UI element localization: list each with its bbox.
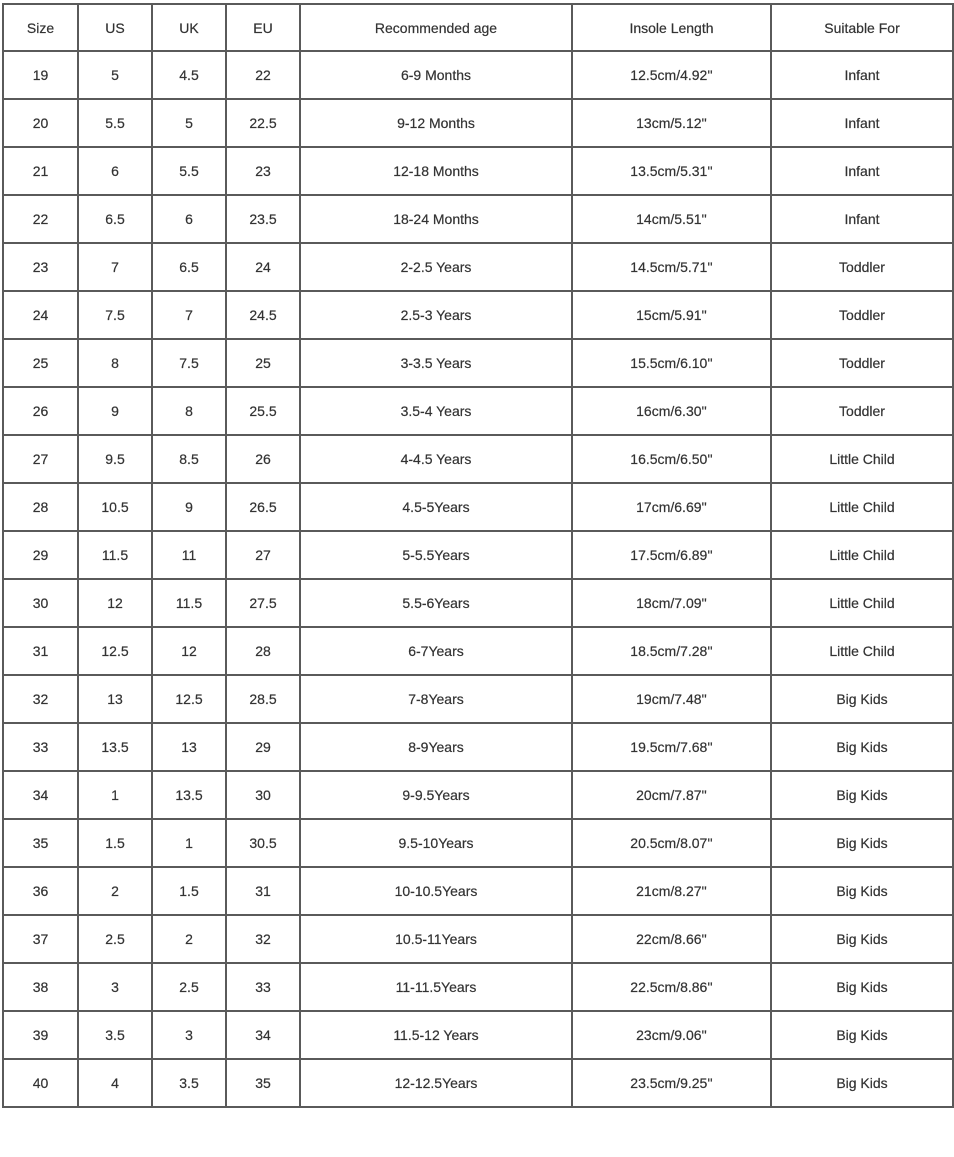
cell-insole-length: 19.5cm/7.68'' [572,723,771,771]
cell-size: 26 [3,387,78,435]
header-insole-length: Insole Length [572,4,771,51]
cell-eu: 23 [226,147,300,195]
table-row [3,531,953,579]
table-row [3,1059,953,1107]
cell-recommended-age: 4.5-5Years [300,483,572,531]
cell-uk: 9 [152,483,226,531]
table-row [3,147,953,195]
cell-recommended-age: 5-5.5Years [300,531,572,579]
cell-size: 35 [3,819,78,867]
cell-recommended-age: 11.5-12 Years [300,1011,572,1059]
cell-suitable-for: Infant [771,99,953,147]
cell-us: 4 [78,1059,152,1107]
cell-eu: 25.5 [226,387,300,435]
cell-eu: 27.5 [226,579,300,627]
table-row [3,819,953,867]
cell-eu: 33 [226,963,300,1011]
table-row [3,867,953,915]
table-row [3,627,953,675]
cell-recommended-age: 12-18 Months [300,147,572,195]
cell-eu: 28 [226,627,300,675]
cell-size: 40 [3,1059,78,1107]
header-us: US [78,4,152,51]
table-row [3,771,953,819]
cell-eu: 30.5 [226,819,300,867]
cell-eu: 35 [226,1059,300,1107]
cell-suitable-for: Big Kids [771,819,953,867]
cell-size: 36 [3,867,78,915]
size-chart-table [2,3,954,1108]
cell-suitable-for: Little Child [771,579,953,627]
cell-uk: 3 [152,1011,226,1059]
cell-suitable-for: Little Child [771,483,953,531]
cell-suitable-for: Little Child [771,435,953,483]
cell-size: 34 [3,771,78,819]
cell-suitable-for: Big Kids [771,723,953,771]
cell-size: 30 [3,579,78,627]
cell-suitable-for: Toddler [771,243,953,291]
cell-suitable-for: Little Child [771,531,953,579]
cell-us: 9.5 [78,435,152,483]
header-size: Size [3,4,78,51]
cell-recommended-age: 4-4.5 Years [300,435,572,483]
table-row [3,435,953,483]
cell-suitable-for: Toddler [771,387,953,435]
cell-eu: 25 [226,339,300,387]
cell-eu: 27 [226,531,300,579]
cell-insole-length: 14cm/5.51'' [572,195,771,243]
cell-uk: 5.5 [152,147,226,195]
cell-size: 21 [3,147,78,195]
cell-uk: 13 [152,723,226,771]
cell-suitable-for: Big Kids [771,675,953,723]
cell-recommended-age: 2.5-3 Years [300,291,572,339]
cell-insole-length: 15.5cm/6.10'' [572,339,771,387]
cell-uk: 11 [152,531,226,579]
table-row [3,99,953,147]
cell-us: 8 [78,339,152,387]
cell-suitable-for: Toddler [771,339,953,387]
table-row [3,1011,953,1059]
cell-uk: 6 [152,195,226,243]
cell-insole-length: 13.5cm/5.31'' [572,147,771,195]
cell-insole-length: 18cm/7.09'' [572,579,771,627]
cell-eu: 26 [226,435,300,483]
cell-size: 22 [3,195,78,243]
cell-us: 10.5 [78,483,152,531]
cell-us: 5 [78,51,152,99]
cell-insole-length: 20cm/7.87'' [572,771,771,819]
table-row [3,339,953,387]
header-row [3,4,953,51]
cell-insole-length: 18.5cm/7.28'' [572,627,771,675]
header-recommended-age: Recommended age [300,4,572,51]
cell-us: 1 [78,771,152,819]
cell-uk: 13.5 [152,771,226,819]
cell-us: 11.5 [78,531,152,579]
cell-uk: 8.5 [152,435,226,483]
cell-uk: 5 [152,99,226,147]
cell-uk: 12 [152,627,226,675]
cell-insole-length: 16cm/6.30'' [572,387,771,435]
cell-suitable-for: Little Child [771,627,953,675]
cell-uk: 4.5 [152,51,226,99]
cell-uk: 7.5 [152,339,226,387]
cell-suitable-for: Big Kids [771,771,953,819]
table-row [3,915,953,963]
table-row [3,387,953,435]
cell-uk: 7 [152,291,226,339]
cell-eu: 31 [226,867,300,915]
cell-us: 3.5 [78,1011,152,1059]
table-row [3,723,953,771]
cell-size: 27 [3,435,78,483]
cell-insole-length: 12.5cm/4.92'' [572,51,771,99]
cell-eu: 29 [226,723,300,771]
cell-eu: 22 [226,51,300,99]
cell-insole-length: 22cm/8.66'' [572,915,771,963]
table-row [3,51,953,99]
cell-recommended-age: 12-12.5Years [300,1059,572,1107]
table-row [3,579,953,627]
header-suitable-for: Suitable For [771,4,953,51]
cell-size: 25 [3,339,78,387]
cell-recommended-age: 10-10.5Years [300,867,572,915]
cell-insole-length: 21cm/8.27'' [572,867,771,915]
table-row [3,675,953,723]
cell-suitable-for: Big Kids [771,867,953,915]
cell-us: 2.5 [78,915,152,963]
cell-suitable-for: Big Kids [771,963,953,1011]
cell-insole-length: 17cm/6.69'' [572,483,771,531]
cell-recommended-age: 3-3.5 Years [300,339,572,387]
cell-uk: 1.5 [152,867,226,915]
cell-eu: 30 [226,771,300,819]
cell-suitable-for: Infant [771,147,953,195]
cell-us: 12.5 [78,627,152,675]
cell-eu: 24 [226,243,300,291]
cell-us: 7.5 [78,291,152,339]
cell-size: 20 [3,99,78,147]
cell-uk: 12.5 [152,675,226,723]
cell-uk: 2 [152,915,226,963]
cell-eu: 23.5 [226,195,300,243]
cell-suitable-for: Big Kids [771,1011,953,1059]
cell-insole-length: 19cm/7.48'' [572,675,771,723]
size-chart-header [3,4,953,51]
cell-recommended-age: 10.5-11Years [300,915,572,963]
cell-uk: 1 [152,819,226,867]
cell-uk: 11.5 [152,579,226,627]
table-row [3,291,953,339]
cell-size: 33 [3,723,78,771]
cell-eu: 28.5 [226,675,300,723]
cell-us: 3 [78,963,152,1011]
cell-recommended-age: 7-8Years [300,675,572,723]
cell-recommended-age: 6-7Years [300,627,572,675]
cell-us: 9 [78,387,152,435]
cell-recommended-age: 9-9.5Years [300,771,572,819]
cell-recommended-age: 3.5-4 Years [300,387,572,435]
cell-eu: 34 [226,1011,300,1059]
cell-recommended-age: 2-2.5 Years [300,243,572,291]
cell-us: 2 [78,867,152,915]
cell-recommended-age: 6-9 Months [300,51,572,99]
cell-size: 32 [3,675,78,723]
cell-recommended-age: 11-11.5Years [300,963,572,1011]
cell-insole-length: 23.5cm/9.25'' [572,1059,771,1107]
cell-size: 38 [3,963,78,1011]
table-row [3,963,953,1011]
cell-eu: 26.5 [226,483,300,531]
cell-suitable-for: Infant [771,51,953,99]
size-chart-body [3,51,953,1107]
cell-suitable-for: Toddler [771,291,953,339]
cell-recommended-age: 5.5-6Years [300,579,572,627]
cell-eu: 22.5 [226,99,300,147]
cell-eu: 24.5 [226,291,300,339]
cell-insole-length: 22.5cm/8.86'' [572,963,771,1011]
table-row [3,483,953,531]
cell-size: 19 [3,51,78,99]
table-row [3,243,953,291]
cell-size: 31 [3,627,78,675]
header-uk: UK [152,4,226,51]
cell-eu: 32 [226,915,300,963]
cell-insole-length: 20.5cm/8.07'' [572,819,771,867]
cell-us: 6.5 [78,195,152,243]
cell-size: 39 [3,1011,78,1059]
cell-us: 6 [78,147,152,195]
table-row [3,195,953,243]
cell-recommended-age: 8-9Years [300,723,572,771]
cell-insole-length: 23cm/9.06'' [572,1011,771,1059]
cell-size: 23 [3,243,78,291]
cell-size: 29 [3,531,78,579]
cell-size: 24 [3,291,78,339]
cell-insole-length: 16.5cm/6.50'' [572,435,771,483]
cell-recommended-age: 18-24 Months [300,195,572,243]
cell-us: 5.5 [78,99,152,147]
cell-uk: 3.5 [152,1059,226,1107]
cell-suitable-for: Infant [771,195,953,243]
cell-us: 1.5 [78,819,152,867]
cell-insole-length: 13cm/5.12'' [572,99,771,147]
cell-uk: 6.5 [152,243,226,291]
cell-recommended-age: 9-12 Months [300,99,572,147]
cell-size: 28 [3,483,78,531]
cell-recommended-age: 9.5-10Years [300,819,572,867]
cell-uk: 8 [152,387,226,435]
cell-insole-length: 15cm/5.91'' [572,291,771,339]
cell-us: 12 [78,579,152,627]
cell-suitable-for: Big Kids [771,1059,953,1107]
cell-insole-length: 17.5cm/6.89'' [572,531,771,579]
cell-size: 37 [3,915,78,963]
cell-insole-length: 14.5cm/5.71'' [572,243,771,291]
header-eu: EU [226,4,300,51]
cell-us: 7 [78,243,152,291]
cell-us: 13 [78,675,152,723]
cell-uk: 2.5 [152,963,226,1011]
cell-suitable-for: Big Kids [771,915,953,963]
cell-us: 13.5 [78,723,152,771]
